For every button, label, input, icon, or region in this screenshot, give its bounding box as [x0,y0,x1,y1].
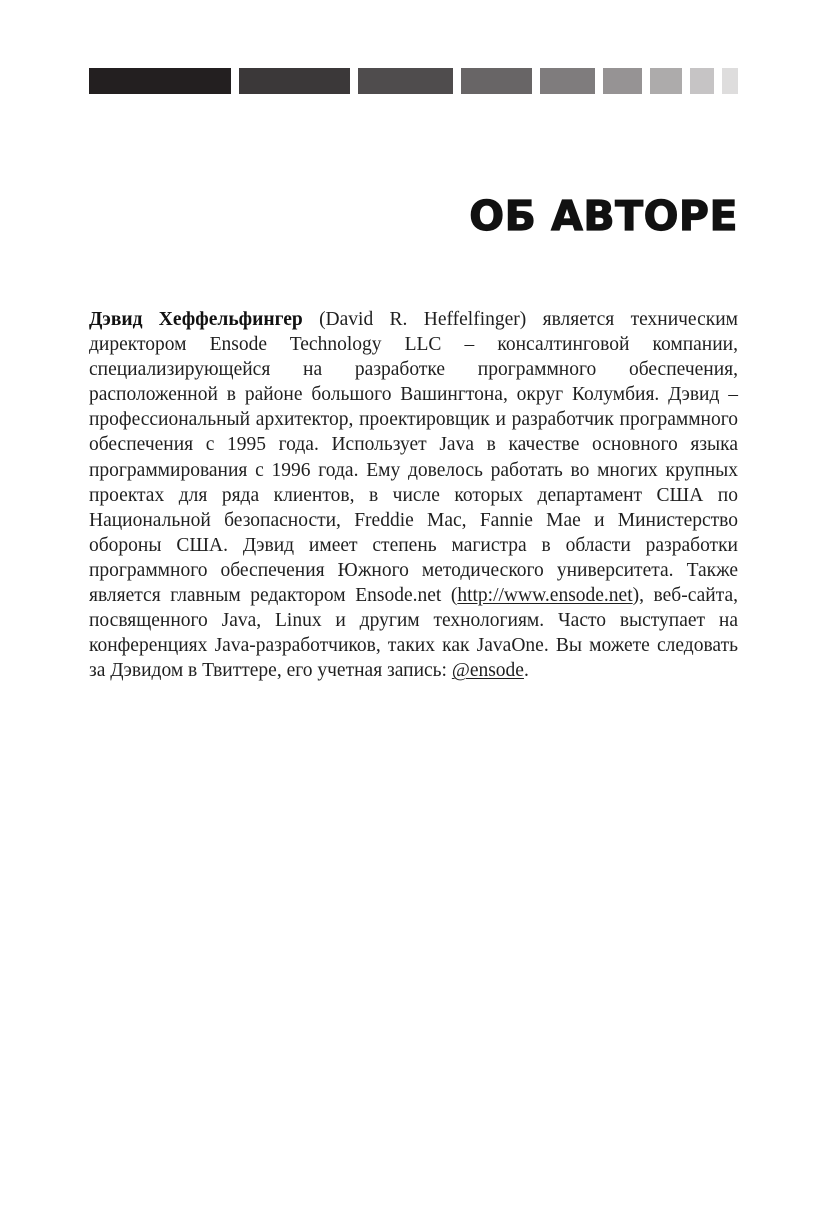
page-title: ОБ АВТОРЕ [469,192,738,240]
bio-text-part-1: (David R. Heffelfinger) является техническим директором Ensode Technology LLC – консалтинговой компании, специализирующейся на разработке программного обеспечения, расположенной в районе большого Вашингтона, округ Колумбия. Дэвид – профессиональный архитектор, проектировщик и разработчик программного обеспечения с 1995 года. Использует Java в качестве основного языка программирования с 1996 года. Ему довелось работать во многих крупных проектах для ряда клиентов, в числе которых департамент США по Национальной безопасности, Freddie Mac, Fannie Mae и Министерство обороны США. Дэвид имеет степень магистра в области разработки программного обеспечения Южного методического университета. Также является главным редактором Ensode.net ( [89,309,738,607]
bio-text-part-3: . [523,660,529,682]
header-bar-segment [239,68,350,94]
header-bar-segment [461,68,532,94]
header-bar-segment [722,68,738,94]
header-bar-segment [690,68,714,94]
author-name: Дэвид Хеффельфингер [89,309,303,330]
bio-text-part-2: ), веб-сайта, посвященного Java, Linux и другим технологиям. Часто выступает на конференциях Java-разработчиков, таких как JavaOne. Вы можете следовать за Дэвидом в Твиттере, его учетная запись: [89,585,738,682]
header-bar-segment [540,68,595,94]
website-link[interactable]: http://www.ensode.net [457,585,633,607]
author-bio [89,307,738,683]
header-bar-segment [89,68,231,94]
header-bar-segment [650,68,682,94]
header-bar-segment [603,68,642,94]
twitter-link[interactable]: @ensode [451,660,524,682]
header-decoration-bar [89,68,738,94]
header-bar-segment [358,68,453,94]
